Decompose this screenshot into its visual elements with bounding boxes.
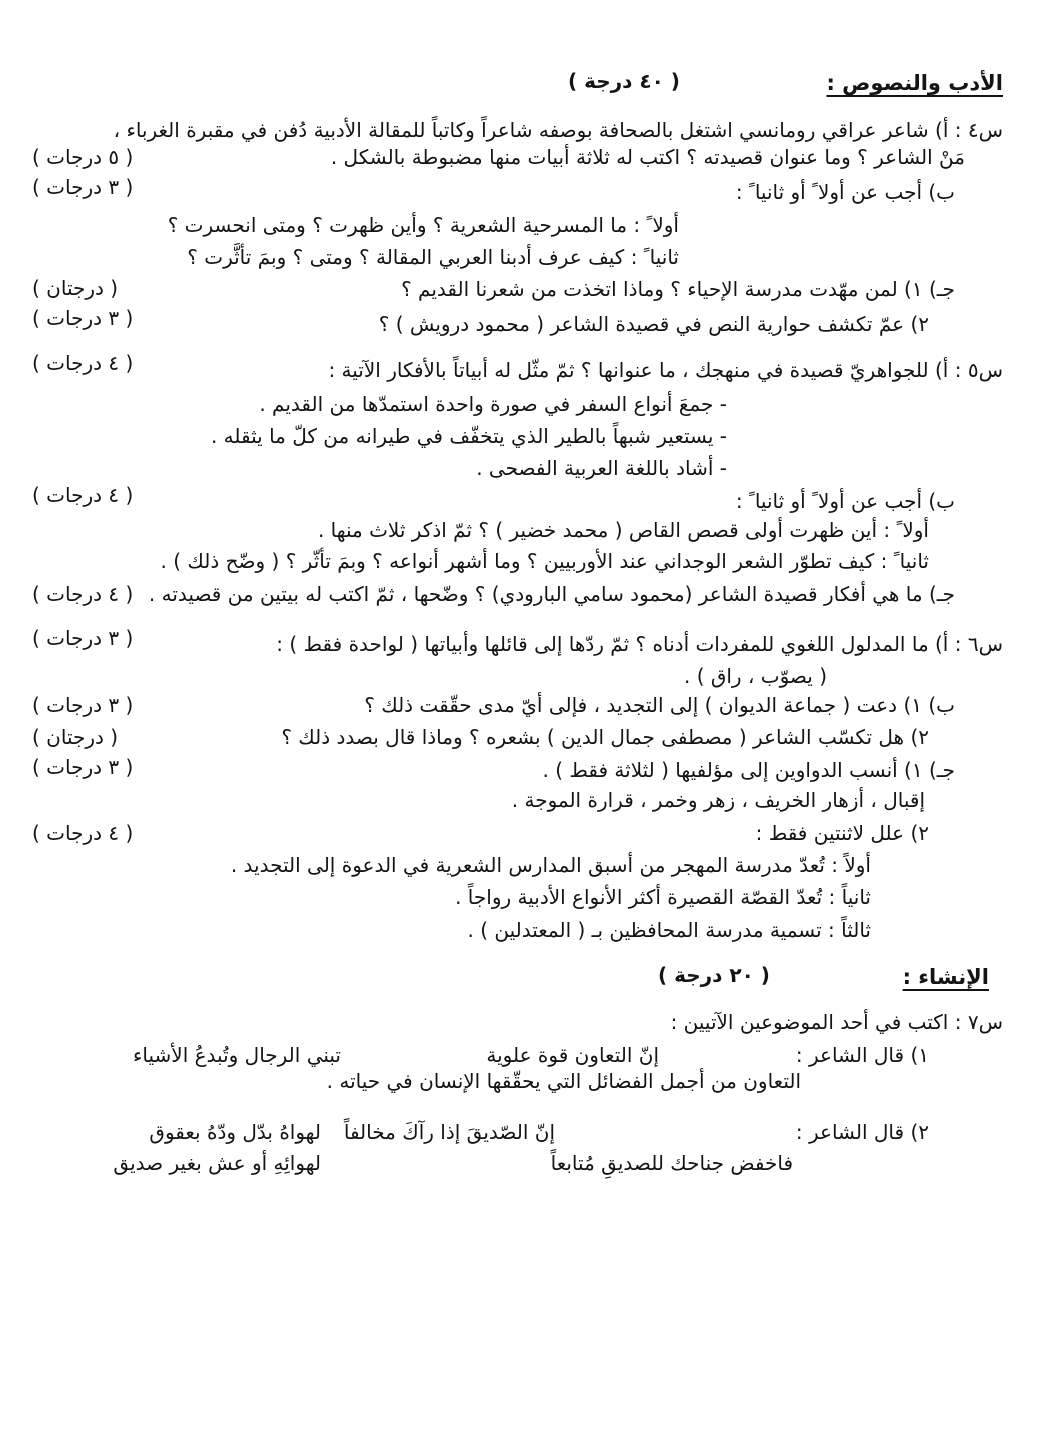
q7-topic1-verse-second-half: تبني الرجال وتُبدعُ الأشياء	[133, 1043, 341, 1067]
q5-c: جـ) ما هي أفكار قصيدة الشاعر (محمود سامي البارودي) ؟ وضّحها ، ثمّ اكتب له بيتين من قصيدته .	[148, 582, 955, 606]
q6-c1-grade: ( ٣ درجات )	[32, 755, 134, 779]
q7-topic2-label: ٢) قال الشاعر :	[795, 1120, 929, 1144]
q5-bullet1: - جمعَ أنواع السفر في صورة واحدة استمدّها من القديم .	[259, 392, 727, 416]
q4-b-first: أولا ً : ما المسرحية الشعرية ؟ وأين ظهرت ؟ ومتى انحسرت ؟	[167, 213, 679, 237]
q5-a-line1: س٥ : أ) للجواهريّ قصيدة في منهجك ، ما عنوانها ؟ ثمّ مثّل له أبياتاً بالأفكار الآتية :	[328, 358, 1003, 382]
q7-topic2-verse1-second-half: لهواهُ بدّل ودّهُ بعقوق	[149, 1120, 321, 1144]
q7-topic1-verse-first-half: إنّ التعاون قوة علوية	[486, 1043, 659, 1067]
q7-topic1-label: ١) قال الشاعر :	[795, 1043, 929, 1067]
q7-topic1-note: التعاون من أجمل الفضائل التي يحقّقها الإنسان في حياته .	[326, 1069, 801, 1093]
q7-topic2-verse2-second-half: لهوائِهِ أو عش بغير صديق	[113, 1151, 321, 1175]
q4-a-grade: ( ٥ درجات )	[32, 145, 134, 169]
q5-bullet3: - أشاد باللغة العربية الفصحى .	[476, 456, 727, 480]
literature-section-score: ( ٤٠ درجة )	[568, 69, 680, 93]
q5-b-first: أولا ً : أين ظهرت أولى قصص القاص ( محمد خضير ) ؟ ثمّ اذكر ثلاث منها .	[317, 518, 929, 542]
composition-title: الإنشاء :	[902, 965, 989, 989]
q6-c2: ٢) علل لاثنتين فقط :	[755, 821, 929, 845]
q6-b2: ٢) هل تكسّب الشاعر ( مصطفى جمال الدين ) بشعره ؟ وماذا قال بصدد ذلك ؟	[281, 725, 929, 749]
q4-b-second: ثانيا ً : كيف عرف أدبنا العربي المقالة ؟ ومتى ؟ وبمَ تأثَّرت ؟	[187, 245, 679, 269]
q6-c1-list: إقبال ، أزهار الخريف ، زهر وخمر ، قرارة الموجة .	[511, 788, 925, 812]
q4-c1: جـ) ١) لمن مهّدت مدرسة الإحياء ؟ وماذا اتخذت من شعرنا القديم ؟	[401, 277, 955, 301]
q6-c2-second: ثانياً : تُعدّ القصّة القصيرة أكثر الأنواع الأدبية رواجاً .	[455, 885, 871, 909]
q4-a-line1: س٤ : أ) شاعر عراقي رومانسي اشتغل بالصحافة بوصفه شاعراً وكاتباً للمقالة الأدبية دُفن في مقبرة الغرباء ،	[113, 118, 1003, 142]
q6-a-words: ( يصوّب ، راق ) .	[683, 664, 827, 688]
q4-c2: ٢) عمّ تكشف حوارية النص في قصيدة الشاعر ( محمود درويش ) ؟	[378, 312, 929, 336]
q7-intro: س٧ : اكتب في أحد الموضوعين الآتيين :	[670, 1010, 1003, 1034]
q6-a-grade: ( ٣ درجات )	[32, 626, 134, 650]
q6-c2-grade: ( ٤ درجات )	[32, 821, 134, 845]
composition-score: ( ٢٠ درجة )	[658, 963, 770, 987]
q5-b-grade: ( ٤ درجات )	[32, 483, 134, 507]
literature-section-title: الأدب والنصوص :	[826, 71, 1003, 95]
q5-c-grade: ( ٤ درجات )	[32, 582, 134, 606]
q4-a-line2: مَنْ الشاعر ؟ وما عنوان قصيدته ؟ اكتب له ثلاثة أبيات منها مضبوطة بالشكل .	[330, 145, 965, 169]
q7-topic2-verse1-first-half: إنّ الصّديقَ إذا رآكَ مخالفاً	[343, 1120, 555, 1144]
q4-b-grade: ( ٣ درجات )	[32, 175, 134, 199]
q4-c2-grade: ( ٣ درجات )	[32, 306, 134, 330]
q5-b-intro: ب) أجب عن أولا ً أو ثانيا ً :	[735, 489, 955, 513]
q6-b1: ب) ١) دعت ( جماعة الديوان ) إلى التجديد ، فإلى أيّ مدى حقّقت ذلك ؟	[364, 693, 955, 717]
q5-bullet2: - يستعير شبهاً بالطير الذي يتخفّف في طيرانه من كلّ ما يثقله .	[210, 424, 727, 448]
q5-a-grade: ( ٤ درجات )	[32, 351, 134, 375]
q5-b-second: ثانيا ً : كيف تطوّر الشعر الوجداني عند الأوربيين ؟ وما أشهر أنواعه ؟ وبمَ تأثّر ؟ ( وضّح ذلك ) .	[160, 549, 929, 573]
q6-c2-first: أولاً : تُعدّ مدرسة المهجر من أسبق المدارس الشعرية في الدعوة إلى التجديد .	[230, 853, 871, 877]
q6-c1: جـ) ١) أنسب الدواوين إلى مؤلفيها ( لثلاثة فقط ) .	[542, 758, 955, 782]
q4-c1-grade: ( درجتان )	[32, 276, 119, 300]
q6-c2-third: ثالثاً : تسمية مدرسة المحافظين بـ ( المعتدلين ) .	[467, 918, 871, 942]
q7-topic2-verse2-first-half: فاخفض جناحك للصديقِ مُتابعاً	[550, 1151, 793, 1175]
q4-b-intro: ب) أجب عن أولا ً أو ثانيا ً :	[735, 180, 955, 204]
q6-a-line1: س٦ : أ) ما المدلول اللغوي للمفردات أدناه ؟ ثمّ ردّها إلى قائلها وأبياتها ( لواحدة فقط ) :	[276, 632, 1003, 656]
q6-b1-grade: ( ٣ درجات )	[32, 693, 134, 717]
q6-b2-grade: ( درجتان )	[32, 725, 119, 749]
